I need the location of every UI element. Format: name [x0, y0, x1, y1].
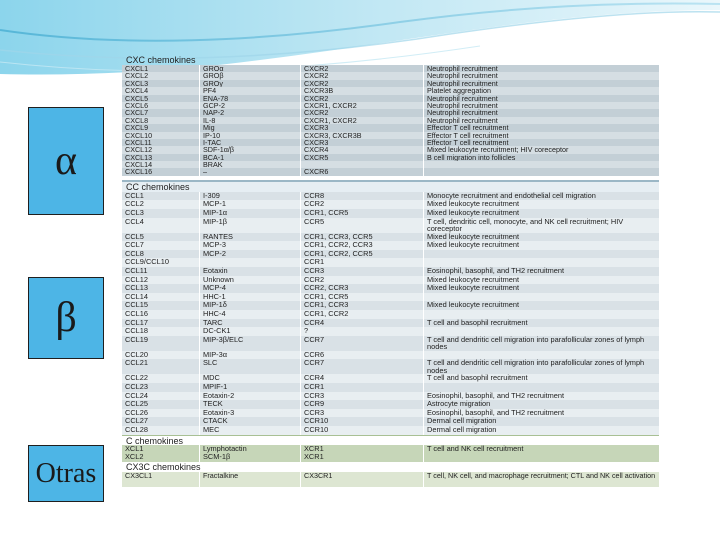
- function-cell: Eosinophil, basophil, and TH2 recruitment: [427, 391, 565, 400]
- table-row: [122, 276, 659, 285]
- table-row: [122, 472, 659, 487]
- other-name-cell: NAP-2: [200, 109, 301, 116]
- receptor-cell: [301, 161, 424, 168]
- chemokine-cell: CCL27: [122, 417, 200, 426]
- alpha-label-box: [28, 107, 104, 215]
- other-name-cell: I-309: [200, 192, 301, 201]
- chemokine-cell: CXCL5: [122, 95, 200, 102]
- other-name-cell: RANTES: [200, 233, 301, 242]
- chemokine-cell: CXCL4: [122, 87, 200, 94]
- chemokine-cell: XCL2: [122, 453, 200, 462]
- table-row: [122, 400, 659, 409]
- other-name-cell: CTACK: [200, 417, 301, 426]
- chemokine-cell: CXCL8: [122, 117, 200, 124]
- receptor-cell: CCR5: [301, 218, 424, 233]
- other-name-cell: GROβ: [200, 72, 301, 79]
- cx3c-section-title: CX3C chemokines: [122, 462, 659, 472]
- table-row: [122, 383, 659, 392]
- other-name-cell: HHC-1: [200, 293, 301, 302]
- cc-section-title: CC chemokines: [122, 180, 659, 192]
- table-row: [122, 233, 659, 242]
- receptor-cell: CCR2, CCR3: [301, 284, 424, 293]
- table-row: [122, 409, 659, 418]
- chemokine-cell: CCL15: [122, 301, 200, 310]
- table-row: [122, 359, 659, 374]
- other-name-cell: GCP-2: [200, 102, 301, 109]
- table-row: [122, 154, 659, 161]
- chemokine-cell: CCL11: [122, 267, 200, 276]
- other-name-cell: Eotaxin: [200, 267, 301, 276]
- receptor-cell: CCR1, CCR5: [301, 293, 424, 302]
- other-name-cell: –: [200, 168, 301, 175]
- function-cell: T cell and dendritic cell migration into parafollicular zones of lymph nodes: [427, 335, 645, 351]
- receptor-cell: CCR2: [301, 200, 424, 209]
- receptor-cell: CCR1: [301, 258, 424, 267]
- other-name-cell: BCA-1: [200, 154, 301, 161]
- chemokine-cell: CCL4: [122, 218, 200, 233]
- other-name-cell: ENA-78: [200, 95, 301, 102]
- function-cell: Effector T cell recruitment: [427, 138, 509, 147]
- other-name-cell: PF4: [200, 87, 301, 94]
- chemokine-cell: CCL14: [122, 293, 200, 302]
- alpha-label: α: [54, 138, 77, 184]
- beta-label: β: [55, 295, 77, 341]
- otras-label-box: [28, 445, 104, 502]
- chemokine-cell: CCL12: [122, 276, 200, 285]
- chemokine-table: [122, 55, 659, 523]
- other-name-cell: MIP-1δ: [200, 301, 301, 310]
- receptor-cell: CXCR3, CXCR3B: [301, 132, 424, 139]
- table-row: [122, 192, 659, 201]
- function-cell: [424, 293, 659, 302]
- chemokine-cell: XCL1: [122, 445, 200, 454]
- receptor-cell: CCR8: [301, 192, 424, 201]
- table-row: [122, 293, 659, 302]
- chemokine-cell: CXCL13: [122, 154, 200, 161]
- c-section-title: C chemokines: [122, 435, 659, 445]
- function-cell: Mixed leukocyte recruitment: [427, 200, 520, 209]
- table-row: [122, 87, 659, 94]
- function-cell: [424, 383, 659, 392]
- function-cell: [424, 310, 659, 319]
- table-row: [122, 284, 659, 293]
- chemokine-cell: CCL25: [122, 400, 200, 409]
- other-name-cell: MIP-3α: [200, 351, 301, 360]
- chemokine-cell: CCL7: [122, 241, 200, 250]
- table-row: [122, 109, 659, 116]
- chemokine-cell: CCL17: [122, 319, 200, 328]
- other-name-cell: HHC-4: [200, 310, 301, 319]
- other-name-cell: MDC: [200, 374, 301, 383]
- table-row: [122, 327, 659, 336]
- receptor-cell: CXCR1, CXCR2: [301, 117, 424, 124]
- function-cell: Mixed leukocyte recruitment; HIV coreceptor: [427, 146, 569, 154]
- other-name-cell: MCP-2: [200, 250, 301, 259]
- chemokine-cell: CCL5: [122, 233, 200, 242]
- chemokine-cell: CXCL14: [122, 161, 200, 168]
- receptor-cell: CXCR2: [301, 65, 424, 72]
- other-name-cell: IP-10: [200, 132, 301, 139]
- function-cell: Astrocyte migration: [427, 400, 491, 409]
- function-cell: [424, 258, 659, 267]
- receptor-cell: CX3CR1: [301, 472, 424, 487]
- other-name-cell: MEC: [200, 426, 301, 435]
- receptor-cell: CXCR2: [301, 109, 424, 116]
- other-name-cell: Unknown: [200, 276, 301, 285]
- receptor-cell: CCR1, CCR3: [301, 301, 424, 310]
- chemokine-cell: CCL3: [122, 209, 200, 218]
- other-name-cell: GROγ: [200, 80, 301, 87]
- table-row: [122, 374, 659, 383]
- receptor-cell: CCR1, CCR2, CCR5: [301, 250, 424, 259]
- table-row: [122, 417, 659, 426]
- other-name-cell: Eotaxin-2: [200, 392, 301, 401]
- table-row: [122, 132, 659, 139]
- other-name-cell: Lymphotactin: [200, 445, 301, 454]
- other-name-cell: I-TAC: [200, 139, 301, 146]
- function-cell: [424, 168, 659, 175]
- function-cell: Mixed leukocyte recruitment: [427, 275, 520, 284]
- receptor-cell: CXCR1, CXCR2: [301, 102, 424, 109]
- other-name-cell: BRAK: [200, 161, 301, 168]
- other-name-cell: SLC: [200, 359, 301, 374]
- otras-label: Otras: [35, 457, 97, 489]
- table-row: [122, 336, 659, 351]
- other-name-cell: Mig: [200, 124, 301, 131]
- other-name-cell: [200, 258, 301, 267]
- function-cell: Effector T cell recruitment: [427, 131, 509, 139]
- table-row: [122, 117, 659, 124]
- c-section-body: [122, 445, 659, 462]
- function-cell: Dermal cell migration: [427, 425, 497, 434]
- table-row: [122, 301, 659, 310]
- receptor-cell: CCR1, CCR2, CCR3: [301, 241, 424, 250]
- table-row: [122, 124, 659, 131]
- beta-label-box: [28, 277, 104, 359]
- chemokine-cell: CCL1: [122, 192, 200, 201]
- function-cell: Mixed leukocyte recruitment: [427, 301, 520, 310]
- table-row: [122, 351, 659, 360]
- other-name-cell: MIP-1α: [200, 209, 301, 218]
- function-cell: [424, 327, 659, 336]
- function-cell: T cell, NK cell, and macrophage recruitment; CTL and NK cell activation: [427, 471, 656, 480]
- chemokine-cell: CCL2: [122, 200, 200, 209]
- chemokine-cell: CCL23: [122, 383, 200, 392]
- other-name-cell: TARC: [200, 319, 301, 328]
- chemokine-cell: CCL26: [122, 409, 200, 418]
- function-cell: Dermal cell migration: [427, 417, 497, 426]
- function-cell: Neutrophil recruitment: [427, 116, 498, 125]
- table-row: [122, 250, 659, 259]
- receptor-cell: CXCR3: [301, 124, 424, 131]
- other-name-cell: Fractalkine: [200, 472, 301, 487]
- receptor-cell: CCR3: [301, 392, 424, 401]
- table-row: [122, 139, 659, 146]
- function-cell: [424, 453, 659, 462]
- function-cell: Mixed leukocyte recruitment: [427, 209, 520, 218]
- chemokine-cell: CXCL2: [122, 72, 200, 79]
- function-cell: Monocyte recruitment and endothelial cell migration: [427, 191, 596, 200]
- chemokine-cell: CCL8: [122, 250, 200, 259]
- chemokine-cell: CXCL10: [122, 132, 200, 139]
- table-row: [122, 72, 659, 79]
- other-name-cell: MIP-3β/ELC: [200, 336, 301, 351]
- chemokine-cell: CXCL11: [122, 139, 200, 146]
- cxc-section-body: [122, 65, 659, 176]
- cxc-section-title: CXC chemokines: [126, 55, 196, 65]
- table-row: [122, 65, 659, 72]
- chemokine-cell: CXCL7: [122, 109, 200, 116]
- function-cell: Eosinophil, basophil, and TH2 recruitment: [427, 267, 565, 276]
- table-row: [122, 258, 659, 267]
- other-name-cell: GROα: [200, 65, 301, 72]
- table-row: [122, 453, 659, 462]
- function-cell: [424, 161, 659, 168]
- function-cell: Mixed leukocyte recruitment: [427, 232, 520, 241]
- function-cell: T cell, dendritic cell, monocyte, and NK cell recruitment; HIV coreceptor: [427, 217, 624, 233]
- table-row: [122, 80, 659, 87]
- chemokine-cell: CXCL3: [122, 80, 200, 87]
- chemokine-cell: CXCL9: [122, 124, 200, 131]
- function-cell: Neutrophil recruitment: [427, 94, 498, 102]
- receptor-cell: CXCR2: [301, 72, 424, 79]
- table-row: [122, 168, 659, 175]
- other-name-cell: Eotaxin-3: [200, 409, 301, 418]
- function-cell: T cell and dendritic cell migration into parafollicular zones of lymph nodes: [427, 359, 645, 375]
- chemokine-cell: CCL9/CCL10: [122, 258, 200, 267]
- function-cell: Neutrophil recruitment: [427, 79, 498, 88]
- receptor-cell: CXCR3B: [301, 87, 424, 94]
- receptor-cell: CCR7: [301, 359, 424, 374]
- chemokine-cell: CX3CL1: [122, 472, 200, 487]
- receptor-cell: CCR6: [301, 351, 424, 360]
- function-cell: B cell migration into follicles: [427, 153, 516, 162]
- receptor-cell: CXCR4: [301, 146, 424, 153]
- chemokine-cell: CXCL16: [122, 168, 200, 175]
- function-cell: Eosinophil, basophil, and TH2 recruitment: [427, 408, 565, 417]
- function-cell: Neutrophil recruitment: [427, 109, 498, 117]
- receptor-cell: CXCR5: [301, 154, 424, 161]
- chemokine-cell: CXCL6: [122, 102, 200, 109]
- receptor-cell: CXCR2: [301, 80, 424, 87]
- table-row: [122, 161, 659, 168]
- function-cell: Neutrophil recruitment: [427, 101, 498, 110]
- other-name-cell: MCP-1: [200, 200, 301, 209]
- receptor-cell: CCR3: [301, 409, 424, 418]
- function-cell: [424, 250, 659, 259]
- chemokine-cell: CCL19: [122, 336, 200, 351]
- receptor-cell: CCR1, CCR3, CCR5: [301, 233, 424, 242]
- function-cell: [424, 351, 659, 360]
- table-row: [122, 146, 659, 153]
- table-row: [122, 241, 659, 250]
- receptor-cell: CXCR6: [301, 168, 424, 175]
- function-cell: Mixed leukocyte recruitment: [427, 241, 520, 250]
- other-name-cell: MCP-3: [200, 241, 301, 250]
- function-cell: T cell and basophil recruitment: [427, 318, 528, 327]
- receptor-cell: CCR7: [301, 336, 424, 351]
- receptor-cell: CCR10: [301, 426, 424, 435]
- receptor-cell: XCR1: [301, 453, 424, 462]
- table-row: [122, 319, 659, 328]
- table-row: [122, 392, 659, 401]
- chemokine-cell: CCL28: [122, 426, 200, 435]
- cx3c-section-body: [122, 472, 659, 487]
- table-row: [122, 267, 659, 276]
- cc-section-body: [122, 192, 659, 435]
- receptor-cell: CCR10: [301, 417, 424, 426]
- function-cell: Effector T cell recruitment: [427, 124, 509, 132]
- table-row: [122, 445, 659, 454]
- table-row: [122, 426, 659, 435]
- function-cell: T cell and NK cell recruitment: [427, 444, 524, 453]
- other-name-cell: IL-8: [200, 117, 301, 124]
- receptor-cell: CCR4: [301, 374, 424, 383]
- receptor-cell: XCR1: [301, 445, 424, 454]
- other-name-cell: MPIF-1: [200, 383, 301, 392]
- chemokine-cell: CCL13: [122, 284, 200, 293]
- receptor-cell: CXCR2: [301, 95, 424, 102]
- receptor-cell: CCR2: [301, 276, 424, 285]
- other-name-cell: MCP-4: [200, 284, 301, 293]
- function-cell: Neutrophil recruitment: [427, 65, 498, 73]
- receptor-cell: ?: [301, 327, 424, 336]
- other-name-cell: MIP-1β: [200, 218, 301, 233]
- table-row: [122, 102, 659, 109]
- function-cell: T cell and basophil recruitment: [427, 374, 528, 383]
- function-cell: Neutrophil recruitment: [427, 72, 498, 80]
- chemokine-cell: CXCL12: [122, 146, 200, 153]
- table-row: [122, 218, 659, 233]
- other-name-cell: DC-CK1: [200, 327, 301, 336]
- function-cell: Mixed leukocyte recruitment: [427, 284, 520, 293]
- table-row: [122, 209, 659, 218]
- receptor-cell: CCR4: [301, 319, 424, 328]
- receptor-cell: CCR9: [301, 400, 424, 409]
- receptor-cell: CCR1, CCR2: [301, 310, 424, 319]
- other-name-cell: TECK: [200, 400, 301, 409]
- table-row: [122, 310, 659, 319]
- other-name-cell: SDF-1α/β: [200, 146, 301, 153]
- chemokine-cell: CXCL1: [122, 65, 200, 72]
- other-name-cell: SCM-1β: [200, 453, 301, 462]
- receptor-cell: CCR1, CCR5: [301, 209, 424, 218]
- chemokine-cell: CCL20: [122, 351, 200, 360]
- chemokine-cell: CCL22: [122, 374, 200, 383]
- table-row: [122, 95, 659, 102]
- receptor-cell: CCR1: [301, 383, 424, 392]
- chemokine-cell: CCL24: [122, 392, 200, 401]
- table-row: [122, 200, 659, 209]
- receptor-cell: CXCR3: [301, 139, 424, 146]
- chemokine-cell: CCL18: [122, 327, 200, 336]
- function-cell: Platelet aggregation: [427, 87, 491, 95]
- chemokine-cell: CCL21: [122, 359, 200, 374]
- receptor-cell: CCR3: [301, 267, 424, 276]
- chemokine-cell: CCL16: [122, 310, 200, 319]
